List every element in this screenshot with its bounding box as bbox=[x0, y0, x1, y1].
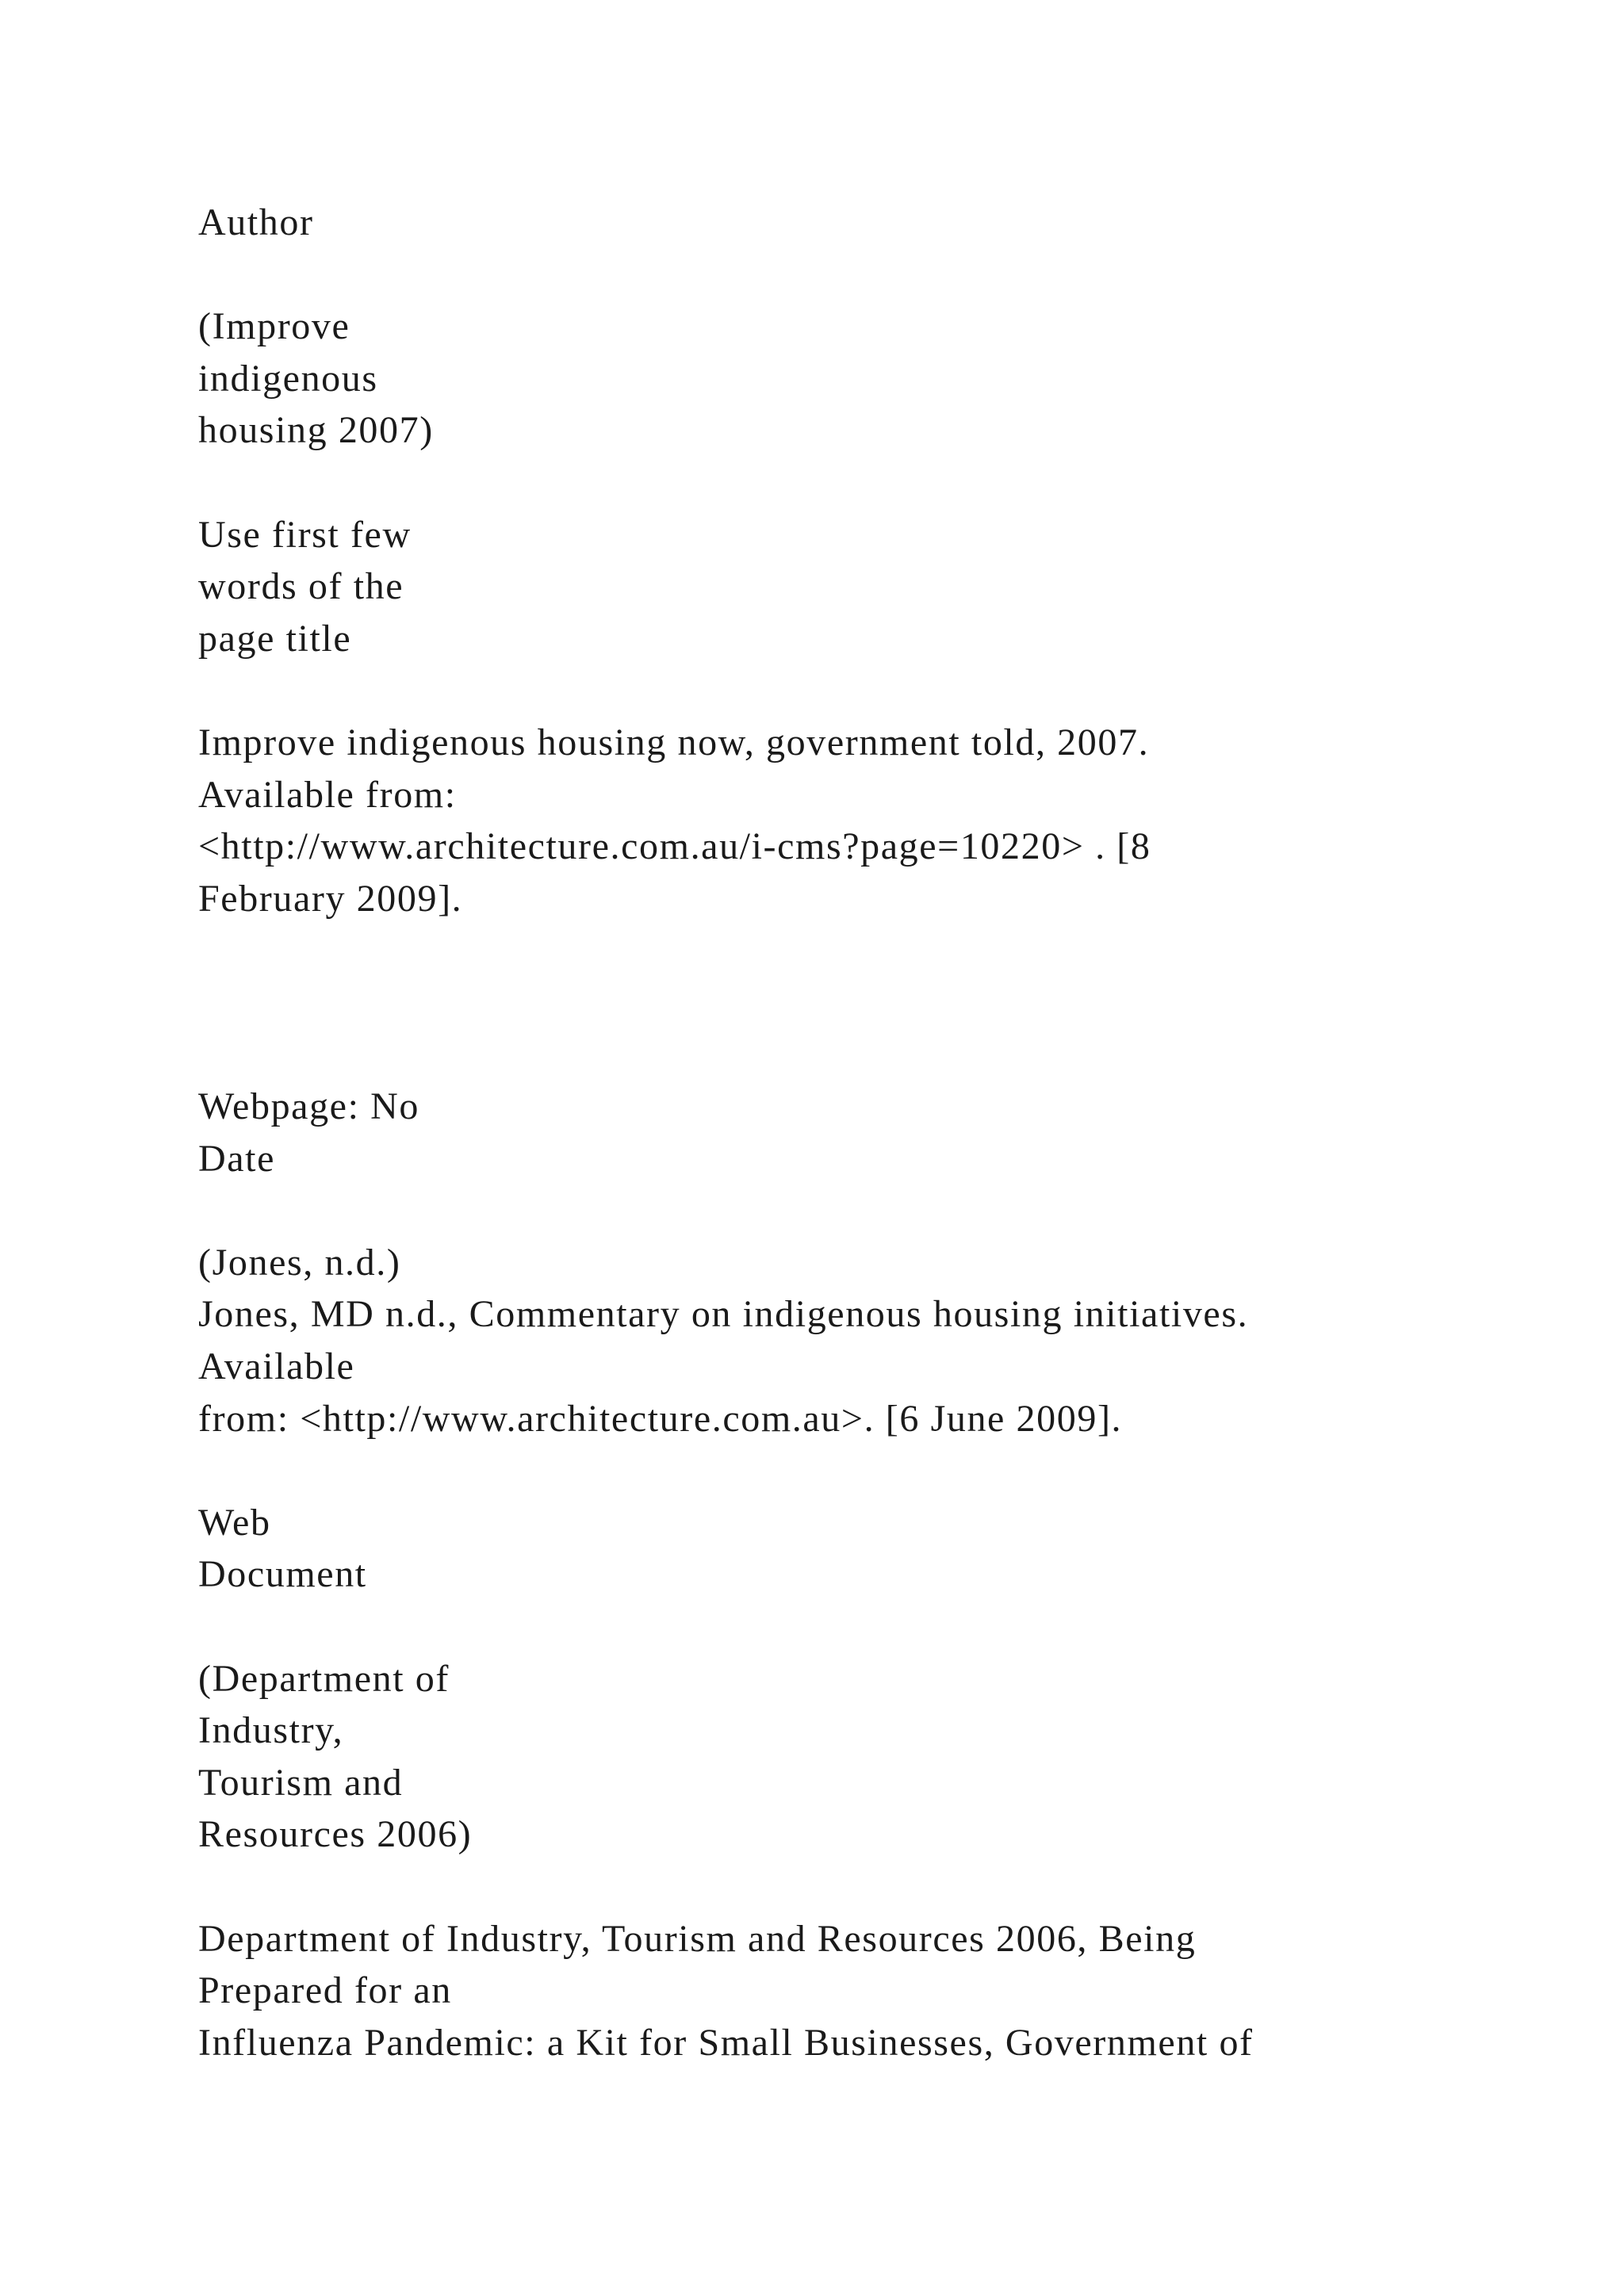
blank-line bbox=[198, 1184, 1546, 1237]
document-body bbox=[198, 197, 1546, 2068]
text-line: Prepared for an bbox=[198, 1969, 452, 2012]
text-line: (Jones, n.d.) bbox=[198, 1241, 401, 1284]
text-line: Tourism and bbox=[198, 1761, 404, 1804]
text-line: Author bbox=[198, 201, 314, 243]
text-line: Document bbox=[198, 1553, 367, 1596]
blank-line bbox=[198, 1861, 1546, 1913]
text-line: Jones, MD n.d., Commentary on indigenous housing initiatives. bbox=[198, 1293, 1249, 1336]
text-line: (Improve bbox=[198, 305, 350, 348]
blank-line bbox=[198, 924, 1546, 977]
blank-line bbox=[198, 664, 1546, 717]
text-line: Use first few bbox=[198, 513, 412, 556]
text-line: Available bbox=[198, 1345, 355, 1388]
text-line: Department of Industry, Tourism and Resources 2006, Being bbox=[198, 1917, 1197, 1960]
text-line: indigenous bbox=[198, 357, 378, 400]
text-line: words of the bbox=[198, 565, 404, 608]
text-line: housing 2007) bbox=[198, 409, 434, 452]
text-line: <http://www.architecture.com.au/i-cms?page=10220> . [8 bbox=[198, 825, 1151, 868]
text-line: Industry, bbox=[198, 1709, 344, 1752]
text-line: Webpage: No bbox=[198, 1085, 419, 1128]
text-line: page title bbox=[198, 617, 352, 660]
text-line: (Department of bbox=[198, 1657, 450, 1700]
text-line: from: <http://www.architecture.com.au>. [6 June 2009]. bbox=[198, 1397, 1123, 1440]
blank-line bbox=[198, 1029, 1546, 1081]
blank-line bbox=[198, 457, 1546, 509]
blank-line bbox=[198, 249, 1546, 301]
blank-line bbox=[198, 977, 1546, 1029]
text-line: Date bbox=[198, 1137, 276, 1180]
text-line: Influenza Pandemic: a Kit for Small Businesses, Government of bbox=[198, 2021, 1254, 2064]
text-line: Web bbox=[198, 1501, 271, 1544]
text-line: Available from: bbox=[198, 773, 457, 816]
blank-line bbox=[198, 1445, 1546, 1497]
blank-line bbox=[198, 1601, 1546, 1653]
text-line: Improve indigenous housing now, government told, 2007. bbox=[198, 721, 1150, 763]
text-line: February 2009]. bbox=[198, 877, 463, 920]
text-line: Resources 2006) bbox=[198, 1813, 473, 1856]
